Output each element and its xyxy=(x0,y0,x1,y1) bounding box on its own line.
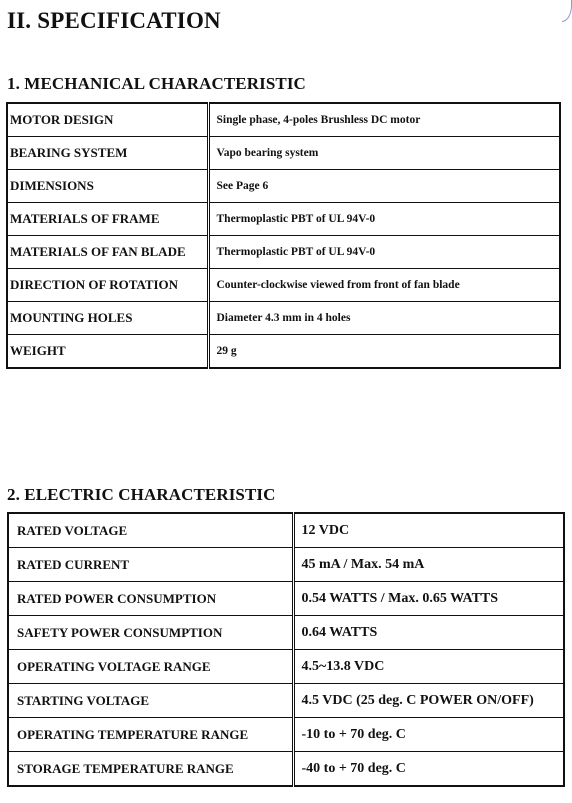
spec-label: DIRECTION OF ROTATION xyxy=(7,269,208,302)
spec-label: OPERATING TEMPERATURE RANGE xyxy=(8,718,293,752)
spec-label: OPERATING VOLTAGE RANGE xyxy=(8,650,293,684)
spec-value: -10 to + 70 deg. C xyxy=(293,718,564,752)
table-row xyxy=(8,548,564,582)
spec-value: 0.64 WATTS xyxy=(293,616,564,650)
spec-label: BEARING SYSTEM xyxy=(7,137,208,170)
spec-value: 0.54 WATTS / Max. 0.65 WATTS xyxy=(293,582,564,616)
spec-value: See Page 6 xyxy=(208,170,560,203)
spec-label: RATED POWER CONSUMPTION xyxy=(8,582,293,616)
spec-value: Single phase, 4-poles Brushless DC motor xyxy=(208,103,560,137)
spec-value: 45 mA / Max. 54 mA xyxy=(293,548,564,582)
table-row xyxy=(7,137,560,170)
spec-label: WEIGHT xyxy=(7,335,208,369)
table-row xyxy=(8,582,564,616)
spec-value: 4.5 VDC (25 deg. C POWER ON/OFF) xyxy=(293,684,564,718)
spec-label: SAFETY POWER CONSUMPTION xyxy=(8,616,293,650)
table-row xyxy=(8,684,564,718)
spec-label: MATERIALS OF FRAME xyxy=(7,203,208,236)
table-row xyxy=(7,302,560,335)
electric-section-title: 2. ELECTRIC CHARACTERISTIC xyxy=(7,485,276,504)
table-row xyxy=(8,752,564,787)
mechanical-spec-table xyxy=(6,102,561,369)
spec-value: 12 VDC xyxy=(293,513,564,548)
mechanical-section-title: 1. MECHANICAL CHARACTERISTIC xyxy=(7,74,306,93)
table-row xyxy=(8,513,564,548)
spec-label: RATED CURRENT xyxy=(8,548,293,582)
spec-value: Diameter 4.3 mm in 4 holes xyxy=(208,302,560,335)
table-row xyxy=(7,335,560,369)
table-row xyxy=(8,616,564,650)
spec-label: RATED VOLTAGE xyxy=(8,513,293,548)
spec-label: MATERIALS OF FAN BLADE xyxy=(7,236,208,269)
spec-value: Thermoplastic PBT of UL 94V-0 xyxy=(208,203,560,236)
spec-label: STARTING VOLTAGE xyxy=(8,684,293,718)
spec-label: MOUNTING HOLES xyxy=(7,302,208,335)
table-row xyxy=(7,103,560,137)
table-row xyxy=(7,236,560,269)
table-row xyxy=(7,170,560,203)
spec-value: 29 g xyxy=(208,335,560,369)
table-row xyxy=(8,650,564,684)
page-title: II. SPECIFICATION xyxy=(7,8,221,33)
spec-label: MOTOR DESIGN xyxy=(7,103,208,137)
spec-value: Thermoplastic PBT of UL 94V-0 xyxy=(208,236,560,269)
spec-value: Vapo bearing system xyxy=(208,137,560,170)
table-row xyxy=(7,269,560,302)
table-row xyxy=(7,203,560,236)
table-row xyxy=(8,718,564,752)
corner-decoration xyxy=(562,0,572,22)
spec-value: -40 to + 70 deg. C xyxy=(293,752,564,787)
spec-label: STORAGE TEMPERATURE RANGE xyxy=(8,752,293,787)
spec-label: DIMENSIONS xyxy=(7,170,208,203)
spec-value: 4.5~13.8 VDC xyxy=(293,650,564,684)
spec-value: Counter-clockwise viewed from front of fan blade xyxy=(208,269,560,302)
electric-spec-table xyxy=(7,512,565,787)
